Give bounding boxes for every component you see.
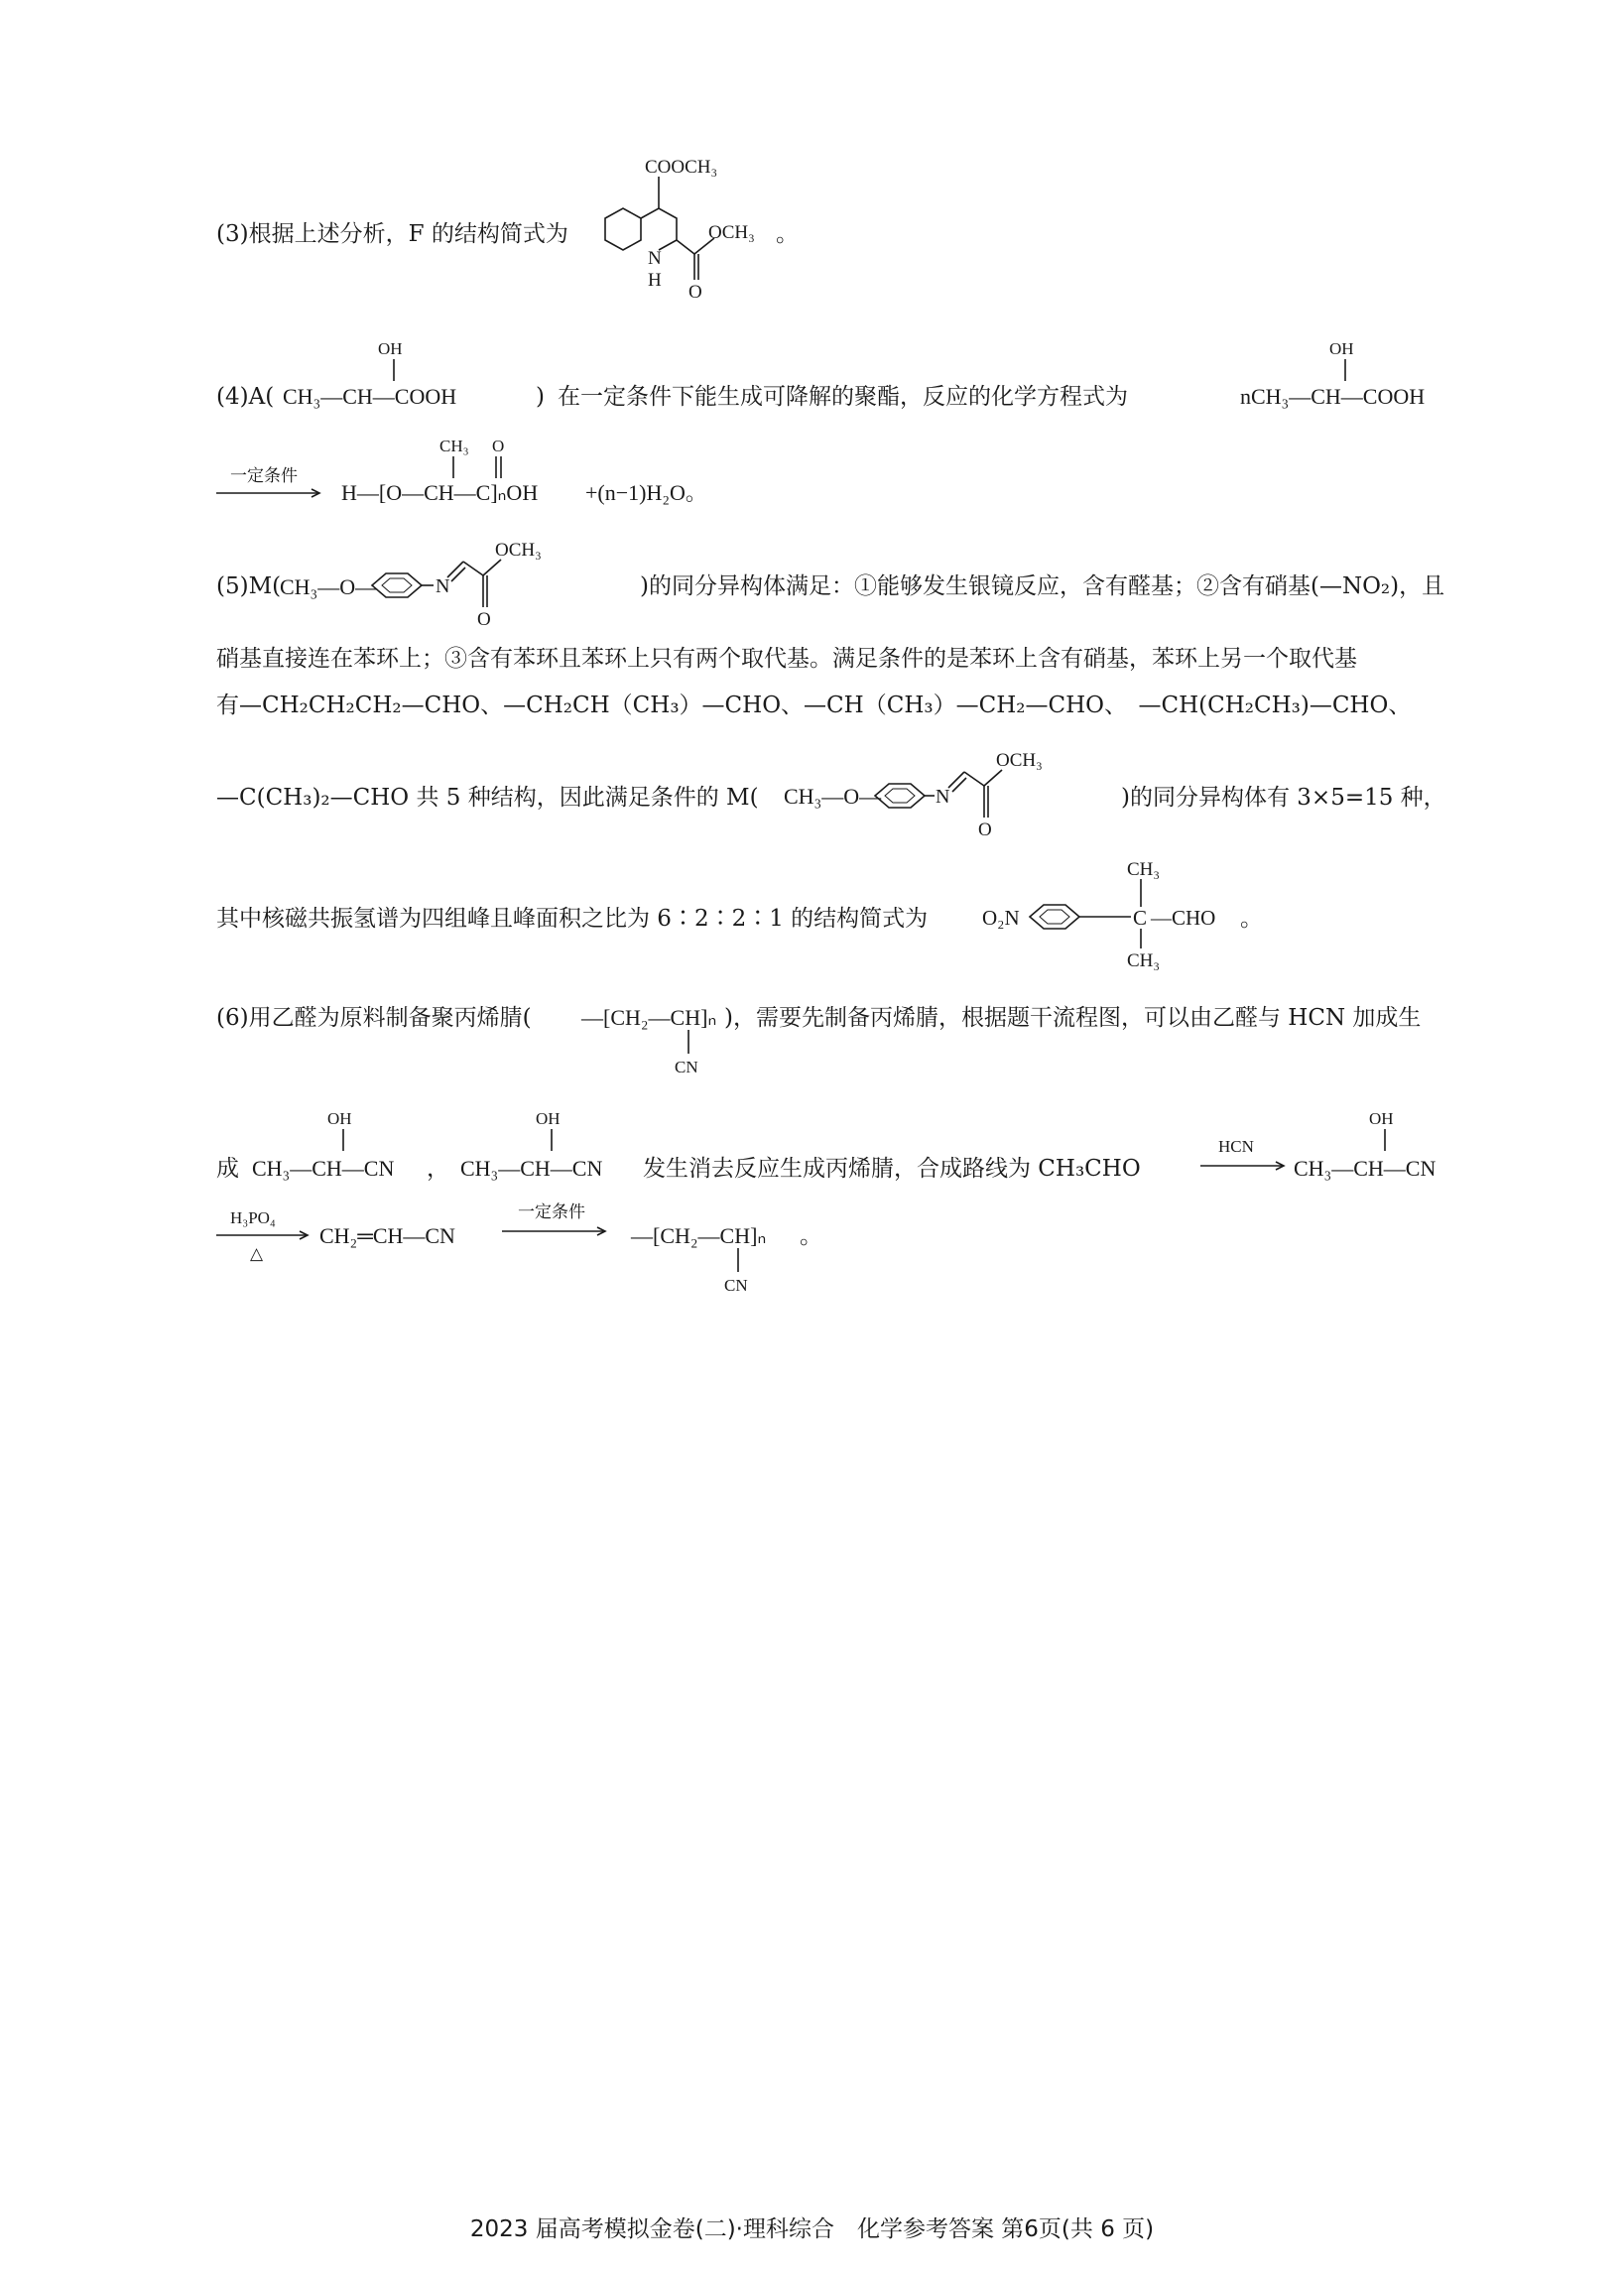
q6-line1: (6)用乙醛为原料制备聚丙烯腈( (216, 1005, 532, 1031)
page-footer: 2023 届高考模拟金卷(二)·理科综合 化学参考答案 第6页(共 6 页) (469, 2216, 1155, 2242)
q5-nmr-o2n: O₂N (982, 906, 1020, 930)
q4-product: H—[O—CH—C]ₙOH (341, 480, 539, 505)
q6-polymer: —[CH₂—CH]ₙ (581, 1005, 717, 1030)
q4-reactant: nCH₃—CH—COOH (1240, 384, 1426, 409)
q5-m-n: N (436, 575, 450, 597)
q5-line4-tail: )的同分异构体有 3×5=15 种， (1121, 785, 1446, 811)
q5-nmr-c: C (1133, 906, 1148, 930)
q3-structure-f (585, 157, 755, 303)
q6-cyano2-oh: OH (536, 1109, 561, 1128)
q5-m-och3: OCH₃ (495, 540, 542, 561)
q5-m-structure (362, 536, 561, 630)
q6-cyano3-oh: OH (1369, 1109, 1394, 1128)
q5-m-structure-2 (784, 746, 1111, 840)
q6-triangle: △ (250, 1244, 264, 1263)
q6-polymer-cn: CN (675, 1058, 698, 1076)
q5-m-left: CH₃—O— (280, 574, 378, 599)
q4-a-close: ) (536, 384, 545, 410)
q6-end: 。 (800, 1223, 822, 1249)
q6-cyano2: CH₃—CH—CN (460, 1156, 603, 1181)
q4-a-oh: OH (378, 339, 403, 358)
q6-acrylonitrile: CH₂═CH—CN (319, 1223, 455, 1248)
q4-a-formula: CH₃—CH—COOH (283, 384, 457, 409)
q5-line2: 硝基直接连在苯环上；③含有苯环且苯环上只有两个取代基。满足条件的是苯环上含有硝基，苯环上另一个取代基 (216, 646, 1357, 672)
q3-cooch3: COOCH₃ (645, 157, 718, 178)
q3-end: 。 (776, 221, 799, 247)
q6-condition: 一定条件 (518, 1202, 585, 1221)
q4-condition: 一定条件 (230, 466, 298, 485)
q5-nmr-structure (982, 855, 1260, 971)
q6-hcn: HCN (1218, 1137, 1254, 1156)
q4-product-o: O (492, 437, 505, 455)
q4-label: (4)A( (216, 384, 275, 410)
svg-text:N: N (936, 786, 950, 808)
q4-mid-text: 在一定条件下能生成可降解的聚酯，反应的化学方程式为 (558, 384, 1128, 410)
svg-text:O: O (978, 820, 992, 840)
q6-cyano1-oh: OH (327, 1109, 352, 1128)
q5-line3: 有—CH₂CH₂CH₂—CHO、—CH₂CH（CH₃）—CHO、—CH（CH₃）—CH₂—CHO、 —CH(CH₂CH₃)—CHO、 (216, 693, 1412, 718)
q5-line1-tail: )的同分异构体满足：①能够发生银镜反应，含有醛基；②含有硝基(—NO₂)，且 (640, 573, 1445, 599)
q6-line2-mid: ， (427, 1156, 449, 1182)
q5-line5-tail: 。 (1240, 906, 1263, 932)
q4-water: +(n−1)H₂O。 (585, 480, 707, 505)
q6-cyano1: CH₃—CH—CN (252, 1156, 395, 1181)
q5-label: (5)M( (216, 573, 282, 599)
q5-nmr-bottom: CH₃ (1127, 950, 1161, 971)
q5-m-o: O (477, 609, 491, 630)
svg-text:CH₃—O—: CH₃—O— (784, 784, 882, 809)
q6-line2-head: 成 (216, 1156, 239, 1182)
q3-och3: OCH₃ (708, 222, 755, 243)
q6-line2-tail: 发生消去反应生成丙烯腈，合成路线为 CH₃CHO (643, 1156, 1141, 1182)
q3-h: H (648, 270, 662, 291)
q6-cyano3: CH₃—CH—CN (1294, 1156, 1437, 1181)
q5-line4-head: —C(CH₃)₂—CHO 共 5 种结构，因此满足条件的 M( (216, 785, 759, 811)
q6-h3po4: H₃PO₄ (230, 1208, 276, 1227)
q6-line1-tail: )，需要先制备丙烯腈，根据题干流程图，可以由乙醛与 HCN 加成生 (724, 1005, 1422, 1031)
q4-reactant-oh: OH (1329, 339, 1354, 358)
q3-text: (3)根据上述分析，F 的结构简式为 (216, 221, 568, 247)
q5-nmr-top: CH₃ (1127, 859, 1161, 880)
q3-o: O (688, 282, 702, 303)
q4-product-ch3: CH₃ (439, 437, 469, 455)
svg-text:OCH₃: OCH₃ (996, 750, 1043, 771)
q5-nmr-cho: —CHO (1151, 906, 1216, 930)
q6-polymer2-cn: CN (724, 1276, 748, 1295)
q5-line5-head: 其中核磁共振氢谱为四组峰且峰面积之比为 6∶2∶2∶1 的结构简式为 (216, 906, 929, 932)
q6-polymer2: —[CH₂—CH]ₙ (631, 1223, 767, 1248)
q3-n: N (648, 248, 662, 269)
